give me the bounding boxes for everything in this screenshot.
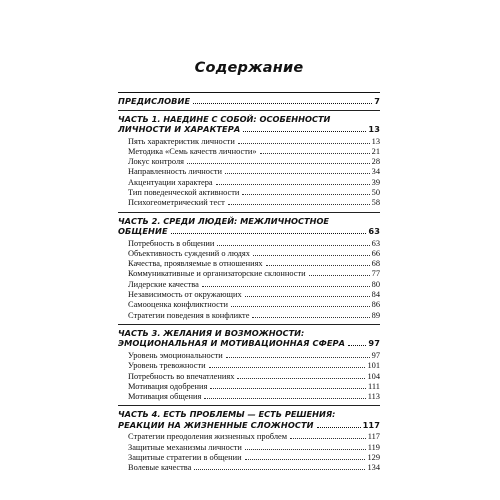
part-heading-line2: ЛИЧНОСТИ И ХАРАКТЕРА	[118, 124, 241, 134]
toc-entry-page: 34	[371, 167, 380, 177]
dot-leader	[348, 345, 366, 346]
preface-page: 7	[374, 96, 380, 106]
toc-entry-label: Коммуникативные и организаторские склонности	[128, 269, 306, 279]
toc-entry[interactable]	[118, 239, 380, 249]
toc-entry[interactable]	[118, 392, 380, 402]
toc-entry-page: 113	[367, 392, 380, 402]
toc-entry[interactable]	[118, 290, 380, 300]
toc-entry-page: 89	[371, 310, 380, 320]
toc-entry-label: Уровень эмоциональности	[128, 350, 223, 360]
toc-entry-label: Самооценка конфликтности	[128, 300, 228, 310]
part-heading[interactable]	[118, 216, 380, 237]
toc-part-2	[118, 213, 380, 324]
dot-leader	[217, 245, 369, 246]
part-items	[118, 137, 380, 209]
toc-part-3	[118, 325, 380, 405]
toc-entry-label: Качества, проявляемые в отношениях	[128, 259, 263, 269]
toc-entry-page: 134	[367, 463, 380, 473]
dot-leader	[243, 131, 366, 132]
toc-entry[interactable]	[118, 167, 380, 177]
toc-entry-page: 104	[367, 371, 380, 381]
toc-entry-page: 101	[367, 361, 380, 371]
part-heading-line1: ЧАСТЬ 1. НАЕДИНЕ С СОБОЙ: ОСОБЕННОСТИ	[118, 113, 331, 124]
toc-entry[interactable]	[118, 147, 380, 157]
part-page: 117	[362, 419, 380, 430]
dot-leader	[226, 357, 370, 358]
toc-entry-label: Пять характеристик личности	[128, 136, 235, 146]
toc-entry[interactable]	[118, 157, 380, 167]
dot-leader	[266, 265, 370, 266]
dot-leader	[210, 388, 366, 389]
toc-entry-label: Волевые качества	[128, 463, 192, 473]
dot-leader	[225, 173, 370, 174]
preface-label: ПРЕДИСЛОВИЕ	[118, 96, 191, 106]
dot-leader	[253, 255, 370, 256]
dot-leader	[237, 378, 365, 379]
preface-entry[interactable]	[118, 93, 380, 110]
toc-entry-label: Локус контроля	[128, 157, 184, 167]
part-heading[interactable]	[118, 114, 380, 135]
toc-entry-page: 129	[367, 453, 380, 463]
toc-entry-page: 86	[371, 300, 380, 310]
part-heading[interactable]	[118, 328, 380, 349]
toc-entry-page: 119	[367, 442, 380, 452]
toc-entry-page: 68	[371, 259, 380, 269]
part-heading-line2: ОБЩЕНИЕ	[118, 226, 168, 237]
dot-leader	[309, 275, 370, 276]
toc-entry-page: 63	[371, 238, 380, 248]
dot-leader	[204, 398, 365, 399]
toc-entry[interactable]	[118, 249, 380, 259]
toc-entry[interactable]	[118, 372, 380, 382]
part-page: 97	[368, 338, 380, 349]
toc-entry-label: Стратегии поведения в конфликте	[128, 310, 250, 320]
toc-part-1	[118, 111, 380, 212]
toc-entry-label: Стратегии преодоления жизненных проблем	[128, 432, 288, 442]
part-heading-line2: ЭМОЦИОНАЛЬНАЯ И МОТИВАЦИОННАЯ СФЕРА	[118, 338, 346, 349]
toc-page	[118, 58, 380, 477]
dot-leader	[260, 153, 370, 154]
toc-entry[interactable]	[118, 311, 380, 321]
toc-entry-label: Психогеометрический тест	[128, 198, 225, 208]
toc-entry[interactable]	[118, 198, 380, 208]
toc-entry[interactable]	[118, 280, 380, 290]
toc-entry-page: 50	[371, 187, 380, 197]
dot-leader	[216, 184, 370, 185]
toc-entry-label: Потребность в общении	[128, 238, 215, 248]
toc-entry[interactable]	[118, 361, 380, 371]
toc-entry-page: 39	[371, 177, 380, 187]
toc-entry-label: Защитные механизмы личности	[128, 442, 242, 452]
dot-leader	[209, 367, 366, 368]
toc-entry[interactable]	[118, 269, 380, 279]
toc-entry-label: Мотивация общения	[128, 392, 202, 402]
dot-leader	[202, 286, 370, 287]
part-page: 63	[368, 226, 380, 237]
part-items	[118, 351, 380, 402]
toc-entry[interactable]	[118, 443, 380, 453]
part-heading-line2: РЕАКЦИИ НА ЖИЗНЕННЫЕ СЛОЖНОСТИ	[118, 419, 314, 430]
dot-leader	[187, 163, 370, 164]
toc-entry[interactable]	[118, 351, 380, 361]
dot-leader	[245, 459, 366, 460]
dot-leader	[252, 317, 369, 318]
toc-entry-page: 80	[371, 279, 380, 289]
toc-entry[interactable]	[118, 178, 380, 188]
toc-entry-label: Независимость от окружающих	[128, 290, 242, 300]
toc-entry-page: 28	[371, 157, 380, 167]
part-page: 13	[368, 124, 380, 134]
dot-leader	[245, 296, 370, 297]
toc-entry-label: Тип поведенческой активности	[128, 187, 240, 197]
dot-leader	[242, 194, 369, 195]
toc-entry-label: Направленность личности	[128, 167, 223, 177]
toc-entry-label: Лидерские качества	[128, 279, 199, 289]
toc-part-4	[118, 406, 380, 476]
dot-leader	[238, 143, 370, 144]
toc-entry-page: 13	[371, 136, 380, 146]
part-heading-line1: ЧАСТЬ 3. ЖЕЛАНИЯ И ВОЗМОЖНОСТИ:	[118, 327, 305, 338]
toc-entry[interactable]	[118, 382, 380, 392]
toc-entry[interactable]	[118, 259, 380, 269]
dot-leader	[245, 449, 366, 450]
toc-entry[interactable]	[118, 137, 380, 147]
toc-entry-page: 111	[368, 381, 380, 391]
toc-entry-page: 21	[371, 146, 380, 156]
toc-entry-label: Методика «Семь качеств личности»	[128, 146, 257, 156]
toc-title: Содержание	[194, 60, 304, 76]
part-items	[118, 239, 380, 321]
toc-entry-label: Защитные стратегии в общении	[128, 453, 242, 463]
toc-entry[interactable]	[118, 432, 380, 442]
toc-entry-label: Объективность суждений о людях	[128, 248, 250, 258]
toc-entry-page: 97	[371, 350, 380, 360]
part-heading-line1: ЧАСТЬ 2. СРЕДИ ЛЮДЕЙ: МЕЖЛИЧНОСТНОЕ	[118, 215, 330, 226]
toc-entry-page: 66	[371, 248, 380, 258]
dot-leader	[231, 306, 370, 307]
toc-entry[interactable]	[118, 188, 380, 198]
toc-entry-label: Мотивация одобрения	[128, 381, 208, 391]
dot-leader	[194, 469, 365, 470]
part-items	[118, 432, 380, 473]
part-heading[interactable]	[118, 409, 380, 430]
toc-entry[interactable]	[118, 453, 380, 463]
toc-entry-page: 117	[367, 432, 380, 442]
dot-leader	[290, 438, 366, 439]
toc-entry-page: 84	[371, 290, 380, 300]
toc-entry-label: Потребность во впечатлениях	[128, 371, 235, 381]
toc-entry-page: 58	[371, 198, 380, 208]
dot-leader	[171, 233, 367, 234]
toc-entry[interactable]	[118, 300, 380, 310]
toc-entry-label: Акцентуации характера	[128, 177, 213, 187]
toc-entry-page: 77	[371, 269, 380, 279]
dot-leader	[193, 103, 372, 104]
dot-leader	[228, 204, 370, 205]
toc-entry[interactable]	[118, 463, 380, 473]
part-heading-line1: ЧАСТЬ 4. ЕСТЬ ПРОБЛЕМЫ — ЕСТЬ РЕШЕНИЯ:	[118, 409, 336, 420]
toc-parts	[118, 110, 380, 477]
toc-entry-label: Уровень тревожности	[128, 361, 206, 371]
dot-leader	[317, 427, 361, 428]
